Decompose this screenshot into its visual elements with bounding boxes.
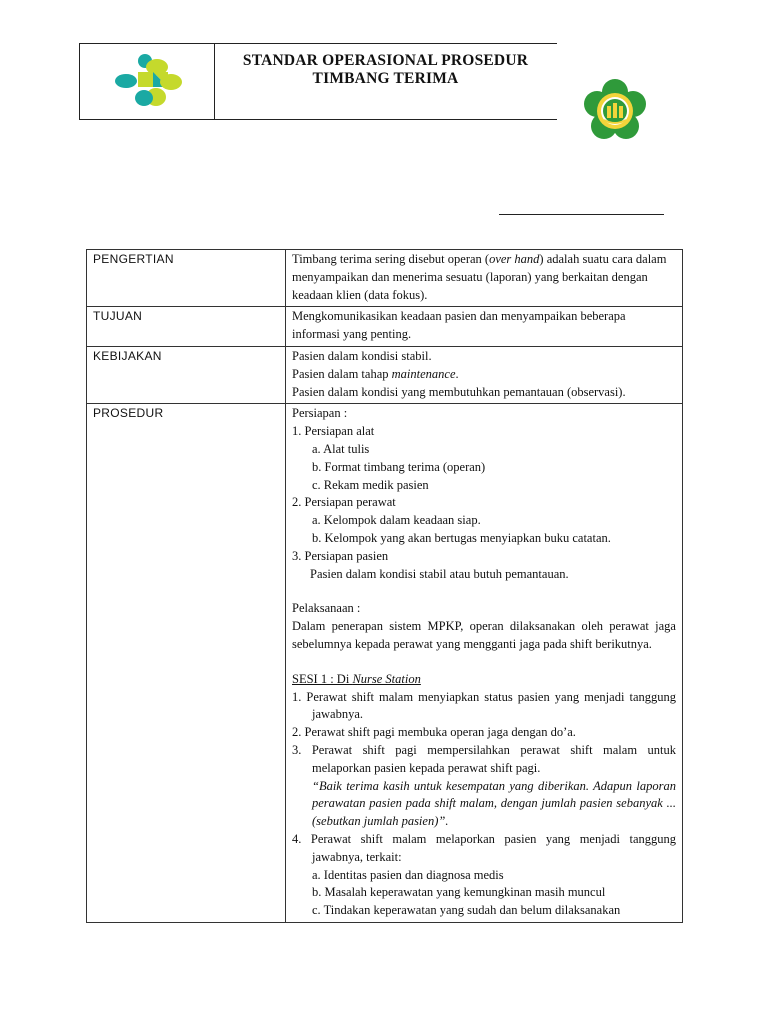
list-item: b. Format timbang terima (operan) <box>312 459 486 474</box>
pengertian-text-start: Timbang terima sering disebut operan ( <box>292 252 490 266</box>
pengertian-text-end: ) adalah suatu cara dalam menyampaikan dan menerima sesuatu (laporan) yang berkaitan dengan keadaan klien (data fokus). <box>292 252 667 302</box>
title-line-2: TIMBANG TERIMA <box>312 70 459 87</box>
list-item: 1. Persiapan alat <box>292 424 375 439</box>
quote-text: “Baik terima kasih untuk kesempatan yang diberikan. Adapun laporan perawatan pasien pada shift malam, dengan jumlah pasien sebanyak ... (sebutkan jumlah pasien)”. <box>312 778 676 829</box>
content-prosedur <box>286 404 683 923</box>
kebijakan-line-2-text: Pasien dalam tahap <box>292 366 392 381</box>
kemenkes-logo-icon <box>108 52 188 110</box>
title-line-1: STANDAR OPERASIONAL PROSEDUR <box>242 52 529 69</box>
content-pengertian <box>286 250 683 307</box>
sop-table <box>86 249 683 923</box>
sesi-heading <box>292 671 676 689</box>
list-item: 1. Perawat shift malam menyiapkan status pasien yang menjadi tanggung jawabnya. <box>292 689 676 722</box>
list-item: 3. Perawat shift pagi mempersilahkan perawat shift malam untuk melaporkan pasien kepada perawat shift pagi. <box>292 742 676 775</box>
list-item: b. Kelompok yang akan bertugas menyiapkan buku catatan. <box>312 530 611 545</box>
row-prosedur <box>87 404 683 923</box>
sesi-heading-place: Nurse Station <box>352 671 421 686</box>
kebijakan-line-1: Pasien dalam kondisi stabil. <box>292 348 432 363</box>
persiapan-heading: Persiapan : <box>292 406 348 421</box>
kebijakan-line-2 <box>292 366 676 384</box>
pelaksanaan-heading: Pelaksanaan : <box>292 601 361 616</box>
label-prosedur: PROSEDUR <box>87 404 286 923</box>
label-pengertian: PENGERTIAN <box>87 250 286 307</box>
signature-line <box>499 214 664 215</box>
list-item: a. Identitas pasien dan diagnosa medis <box>312 867 504 882</box>
label-kebijakan: KEBIJAKAN <box>87 346 286 403</box>
content-tujuan: Mengkomunikasikan keadaan pasien dan menyampaikan beberapa informasi yang penting. <box>286 307 683 347</box>
header-box <box>79 43 557 120</box>
list-item: c. Tindakan keperawatan yang sudah dan belum dilaksanakan <box>312 903 621 918</box>
kebijakan-line-2-end: . <box>455 366 459 381</box>
row-pengertian <box>87 250 683 307</box>
list-item: 3. Persiapan pasien <box>292 548 389 563</box>
spacer <box>292 583 676 600</box>
list-item: a. Kelompok dalam keadaan siap. <box>312 513 481 528</box>
sesi-heading-prefix: SESI 1 : Di <box>292 671 353 686</box>
list-item: 4. Perawat shift malam melaporkan pasien yang menjadi tanggung jawabnya, terkait: <box>292 831 676 864</box>
kebijakan-term: maintenance <box>391 366 456 381</box>
spacer <box>292 654 676 671</box>
list-item: a. Alat tulis <box>312 441 370 456</box>
pelaksanaan-text: Dalam penerapan sistem MPKP, operan dilaksanakan oleh perawat jaga sebelumnya kepada perawat yang mengganti jaga pada shift berikutnya. <box>292 619 676 651</box>
list-item: 2. Persiapan perawat <box>292 495 396 510</box>
label-tujuan: TUJUAN <box>87 307 286 347</box>
pengertian-term: over hand <box>489 252 540 266</box>
institution-seal-icon <box>582 78 648 144</box>
list-item: 2. Perawat shift pagi membuka operan jaga dengan do’a. <box>292 725 576 740</box>
list-item: Pasien dalam kondisi stabil atau butuh pemantauan. <box>310 566 569 581</box>
kebijakan-line-3: Pasien dalam kondisi yang membutuhkan pemantauan (observasi). <box>292 384 626 399</box>
document-title <box>214 52 557 88</box>
list-item: c. Rekam medik pasien <box>312 477 429 492</box>
content-kebijakan <box>286 346 683 403</box>
row-tujuan <box>87 307 683 347</box>
list-item: b. Masalah keperawatan yang kemungkinan masih muncul <box>312 885 606 900</box>
row-kebijakan <box>87 346 683 403</box>
